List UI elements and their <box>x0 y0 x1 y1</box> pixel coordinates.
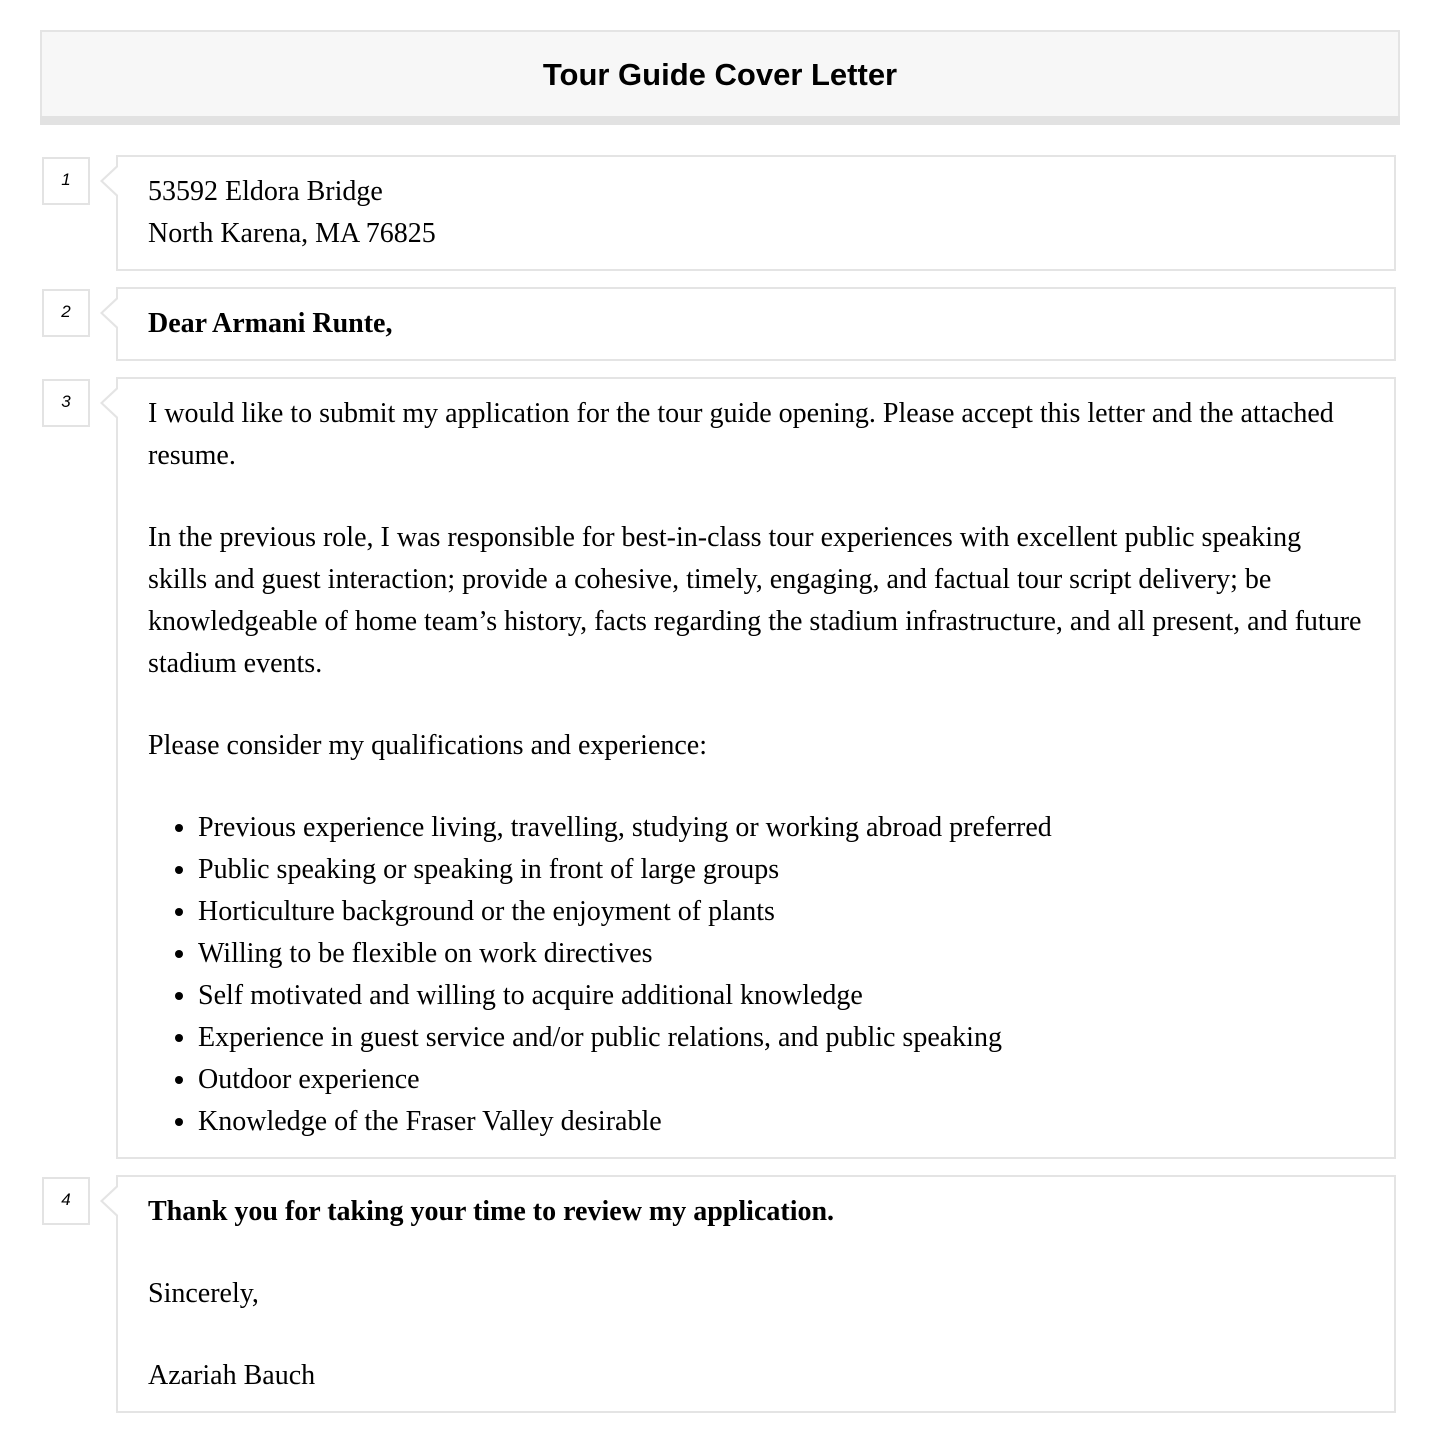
letter-header <box>40 30 1400 116</box>
address-line-2: North Karena, MA 76825 <box>148 218 436 249</box>
intro-paragraph: I would like to submit my application for the tour guide opening. Please accept this letter and the attached resume. <box>148 398 1334 471</box>
section-number-2: 2 <box>42 289 90 337</box>
list-item: • Knowledge of the Fraser Valley desirable <box>198 1101 1364 1143</box>
body-block <box>116 377 1396 1159</box>
section-number-1: 1 <box>42 157 90 205</box>
signature: Azariah Bauch <box>148 1360 316 1391</box>
list-item: • Outdoor experience <box>198 1059 1364 1101</box>
address-line-1: 53592 Eldora Bridge <box>148 176 383 207</box>
salutation: Dear Armani Runte, <box>148 308 393 339</box>
list-item: • Previous experience living, travelling, studying or working abroad preferred <box>198 807 1364 849</box>
experience-paragraph: In the previous role, I was responsible for best-in-class tour experiences with excellent public speaking skills and guest interaction; provide a cohesive, timely, engaging, and factual tour script delivery; be knowledgeable of home team’s history, facts regarding the stadium infrastructure, and all present, and future stadium events. <box>148 522 1362 679</box>
list-item: • Public speaking or speaking in front of large groups <box>198 849 1364 891</box>
qualifications-intro: Please consider my qualifications and experience: <box>148 730 708 761</box>
header-underline <box>40 116 1400 125</box>
section-number-3: 3 <box>42 379 90 427</box>
list-item: • Horticulture background or the enjoyment of plants <box>198 891 1364 933</box>
list-item: • Experience in guest service and/or public relations, and public speaking <box>198 1017 1364 1059</box>
closing-line: Sincerely, <box>148 1278 259 1309</box>
page-title: Tour Guide Cover Letter <box>542 57 898 92</box>
closing-block <box>116 1175 1396 1413</box>
address-block <box>116 155 1396 271</box>
thanks-line: Thank you for taking your time to review my application. <box>148 1196 835 1227</box>
salutation-block <box>116 287 1396 361</box>
qualifications-list <box>148 807 1364 1143</box>
section-number-4: 4 <box>42 1177 90 1225</box>
list-item: • Self motivated and willing to acquire additional knowledge <box>198 975 1364 1017</box>
list-item: • Willing to be flexible on work directives <box>198 933 1364 975</box>
